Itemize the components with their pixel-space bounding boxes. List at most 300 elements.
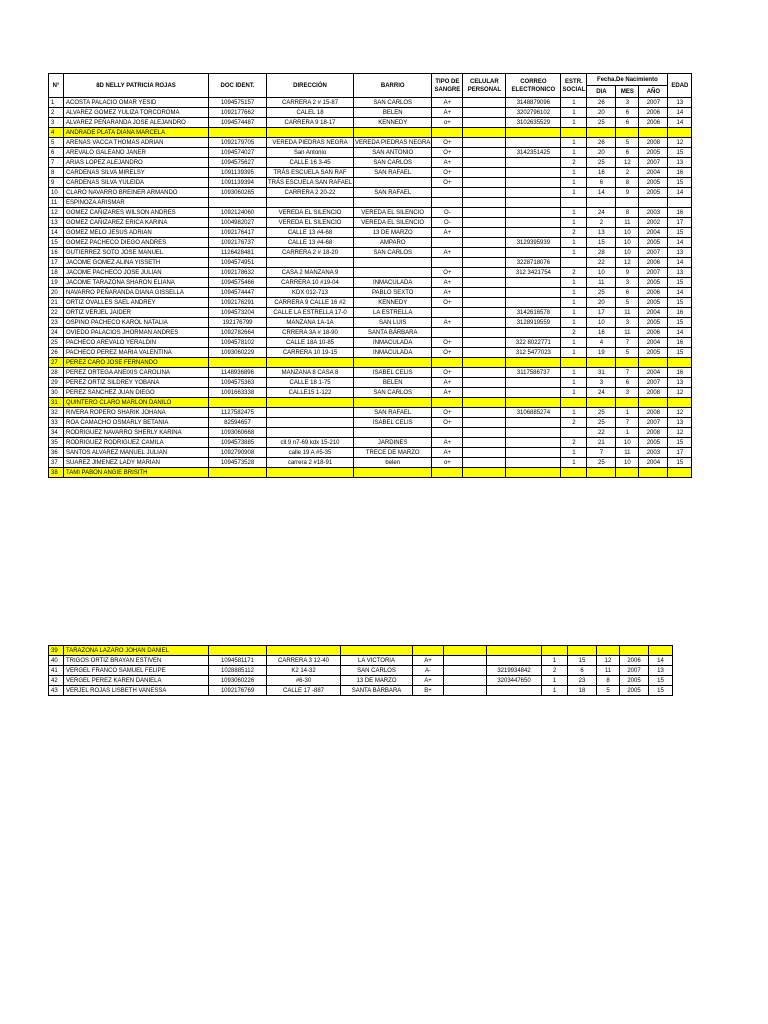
- direccion: CALLE 13 #4-68: [267, 228, 354, 238]
- table-row: [49, 298, 692, 308]
- barrio: SANTA BÁRBARA: [341, 686, 413, 696]
- tipo-sangre: A+: [432, 378, 463, 388]
- barrio: [354, 128, 432, 138]
- correo: [487, 656, 542, 666]
- doc-ident: 1148936896: [209, 368, 267, 378]
- correo: [506, 358, 561, 368]
- table-row: [49, 378, 692, 388]
- barrio: SAN CARLOS: [354, 158, 432, 168]
- anio: 2006: [639, 118, 668, 128]
- anio: 2005: [639, 238, 668, 248]
- estr-social: [561, 468, 587, 478]
- doc-ident: 1127582475: [209, 408, 267, 418]
- estr-social: [561, 128, 587, 138]
- edad: 16: [668, 208, 692, 218]
- tipo-sangre: A+: [413, 656, 444, 666]
- table-row: [49, 98, 692, 108]
- direccion: TRÁS ESCUELA SAN RAF: [267, 168, 354, 178]
- student-name: PEREZ ORTEGA ANEIXIS CAROLINA: [64, 368, 209, 378]
- estr-social: 1: [561, 308, 587, 318]
- mes: [597, 646, 620, 656]
- anio: 2006: [639, 108, 668, 118]
- table-row: [49, 666, 673, 676]
- doc-ident: 1094574487: [209, 118, 267, 128]
- anio: 2008: [639, 388, 668, 398]
- correo: 3228718076: [506, 258, 561, 268]
- row-num: 22: [49, 308, 64, 318]
- table-row: [49, 656, 673, 666]
- anio: [639, 468, 668, 478]
- student-name: TARAZONA LAZARO JOHAN DANIEL: [64, 646, 209, 656]
- anio: 2008: [639, 408, 668, 418]
- anio: 2007: [639, 98, 668, 108]
- dia: 25: [587, 158, 616, 168]
- estr-social: 1: [561, 238, 587, 248]
- dia: 11: [587, 278, 616, 288]
- estr-social: [561, 398, 587, 408]
- correo: [506, 208, 561, 218]
- row-num: 5: [49, 138, 64, 148]
- celular: [463, 418, 506, 428]
- barrio: SAN RAFAEL: [354, 168, 432, 178]
- celular: [444, 646, 487, 656]
- dia: 10: [587, 318, 616, 328]
- mes: 8: [616, 178, 639, 188]
- student-name: ROA CAMACHO OSMARLY BETANIA: [64, 418, 209, 428]
- barrio: 13 DE MARZO: [354, 228, 432, 238]
- row-num: 42: [49, 676, 64, 686]
- doc-ident: 1126428481: [209, 248, 267, 258]
- student-name: GOMEZ PACHECO DIEGO ANDRES: [64, 238, 209, 248]
- celular: [463, 268, 506, 278]
- mes: 10: [616, 238, 639, 248]
- header-edad: EDAD: [668, 74, 692, 98]
- row-num: 18: [49, 268, 64, 278]
- doc-ident: 1094575466: [209, 278, 267, 288]
- header-correo: CORREO ELECTRONICO: [506, 74, 561, 98]
- student-name: ORTIZ VERJEL JAIDER: [64, 308, 209, 318]
- table-row: [49, 368, 692, 378]
- anio: 2005: [639, 148, 668, 158]
- table-row: [49, 288, 692, 298]
- edad: 14: [668, 118, 692, 128]
- mes: 1: [616, 428, 639, 438]
- row-num: 9: [49, 178, 64, 188]
- mes: 10: [616, 438, 639, 448]
- tipo-sangre: O+: [432, 338, 463, 348]
- anio: 2006: [639, 328, 668, 338]
- barrio: VEREDA PIEDRAS NEGRA: [355, 139, 431, 146]
- mes: 3: [616, 388, 639, 398]
- direccion: CARRERA 9 CALLE 16 #2: [267, 298, 354, 308]
- correo: [506, 468, 561, 478]
- mes: 11: [616, 448, 639, 458]
- table-row: [49, 128, 692, 138]
- anio: [639, 198, 668, 208]
- estr-social: 1: [561, 278, 587, 288]
- barrio: SAN RAFAEL: [354, 188, 432, 198]
- row-num: 7: [49, 158, 64, 168]
- mes: [616, 128, 639, 138]
- anio: 2007: [620, 666, 649, 676]
- correo: [506, 458, 561, 468]
- student-name: TRIGOS ORTIZ BRAYAN ESTIVEN: [64, 656, 209, 666]
- barrio: [354, 178, 432, 188]
- tipo-sangre: [432, 188, 463, 198]
- mes: 11: [616, 218, 639, 228]
- row-num: 33: [49, 418, 64, 428]
- dia: 6: [568, 666, 597, 676]
- edad: [668, 198, 692, 208]
- celular: [463, 118, 506, 128]
- celular: [463, 468, 506, 478]
- estr-social: 1: [561, 208, 587, 218]
- barrio: [354, 258, 432, 268]
- dia: 20: [587, 108, 616, 118]
- student-name: CLARO NAVARRO BREINER ARMANDO: [64, 188, 209, 198]
- barrio: LA ESTRELLA: [354, 308, 432, 318]
- correo: 3219934842: [487, 666, 542, 676]
- table-row: [49, 348, 692, 358]
- mes: 5: [616, 348, 639, 358]
- anio: [620, 646, 649, 656]
- header-fecha: Fecha.De Nacimiento: [587, 74, 668, 86]
- direccion: CARRERA 9 18-17: [267, 118, 354, 128]
- student-name: ESPINOZA ARISMAR: [64, 198, 209, 208]
- table-row: [49, 208, 692, 218]
- dia: 31: [587, 368, 616, 378]
- mes: 8: [597, 676, 620, 686]
- estr-social: 1: [561, 178, 587, 188]
- edad: 12: [668, 408, 692, 418]
- anio: 2005: [639, 318, 668, 328]
- barrio: BELEN: [354, 378, 432, 388]
- doc-ident: 1092177662: [209, 108, 267, 118]
- doc-ident: 192176799: [209, 318, 267, 328]
- row-num: 26: [49, 348, 64, 358]
- table-row: [49, 148, 692, 158]
- direccion: [267, 408, 354, 418]
- anio: 2005: [639, 178, 668, 188]
- mes: 11: [616, 308, 639, 318]
- dia: 23: [568, 676, 597, 686]
- correo: [506, 168, 561, 178]
- row-num: 19: [49, 278, 64, 288]
- mes: 6: [616, 118, 639, 128]
- tipo-sangre: A+: [432, 388, 463, 398]
- barrio: SAN CARLOS: [354, 388, 432, 398]
- table-row: [49, 686, 673, 696]
- direccion: [267, 198, 354, 208]
- edad: [668, 468, 692, 478]
- anio: 2004: [639, 338, 668, 348]
- anio: [639, 398, 668, 408]
- edad: 14: [668, 258, 692, 268]
- dia: 25: [587, 288, 616, 298]
- direccion: CARRERA 2 # 18-20: [267, 248, 354, 258]
- student-name: CARDENAS SILVA YULEIDA: [64, 178, 209, 188]
- table-row: [49, 438, 692, 448]
- edad: 16: [668, 168, 692, 178]
- estr-social: 1: [561, 388, 587, 398]
- row-num: 30: [49, 388, 64, 398]
- dia: 20: [587, 298, 616, 308]
- edad: 12: [668, 428, 692, 438]
- doc-ident: 1028885112: [209, 666, 267, 676]
- direccion: CARRERA 10 #19-04: [267, 278, 354, 288]
- barrio: LA VICTORIA: [341, 656, 413, 666]
- header-celular: CELULAR PERSONAL: [463, 74, 506, 98]
- student-name: NAVARRO PEÑARANDA DIANA GISSELLA: [64, 288, 209, 298]
- doc-ident: [209, 198, 267, 208]
- mes: 6: [616, 108, 639, 118]
- edad: 15: [649, 676, 673, 686]
- direccion: [267, 358, 354, 368]
- dia: 7: [587, 448, 616, 458]
- estr-social: 1: [542, 686, 568, 696]
- tipo-sangre: A+: [432, 228, 463, 238]
- tipo-sangre: [432, 238, 463, 248]
- correo: 3129395939: [506, 238, 561, 248]
- tipo-sangre: B+: [413, 686, 444, 696]
- table-row: [49, 258, 692, 268]
- tipo-sangre: [432, 328, 463, 338]
- tipo-sangre: O-: [432, 218, 463, 228]
- celular: [463, 328, 506, 338]
- doc-ident: 1094575363: [209, 378, 267, 388]
- correo: [506, 198, 561, 208]
- dia: 4: [587, 338, 616, 348]
- celular: [463, 238, 506, 248]
- doc-ident: 1093060265: [209, 188, 267, 198]
- row-num: 25: [49, 338, 64, 348]
- doc-ident: [209, 398, 267, 408]
- doc-ident: 1092790908: [209, 448, 267, 458]
- header-doc: DOC IDENT.: [209, 74, 267, 98]
- anio: [639, 128, 668, 138]
- anio: 2004: [639, 458, 668, 468]
- doc-ident: [209, 128, 267, 138]
- table-row: [49, 198, 692, 208]
- barrio: 13 DE MARZO: [341, 676, 413, 686]
- doc-ident: 1094578102: [209, 338, 267, 348]
- dia: [587, 468, 616, 478]
- doc-ident: 1094575157: [209, 98, 267, 108]
- mes: 7: [616, 368, 639, 378]
- estr-social: 1: [561, 408, 587, 418]
- direccion: [267, 468, 354, 478]
- celular: [463, 168, 506, 178]
- direccion: TRÁS ESCUELA SAN RAFAEL: [268, 179, 353, 186]
- barrio: VEREDA EL SILENCIO: [354, 218, 432, 228]
- celular: [463, 448, 506, 458]
- estr-social: 1: [561, 338, 587, 348]
- edad: 14: [649, 656, 673, 666]
- student-name: PACHECO AREVALO YERALDIN: [64, 338, 209, 348]
- barrio: [354, 398, 432, 408]
- dia: [587, 398, 616, 408]
- celular: [463, 248, 506, 258]
- tipo-sangre: [432, 258, 463, 268]
- mes: 10: [616, 248, 639, 258]
- celular: [463, 368, 506, 378]
- edad: [668, 398, 692, 408]
- student-name: VERGEL PEREZ KAREN DANIELA: [64, 676, 209, 686]
- celular: [463, 138, 506, 148]
- barrio: [341, 646, 413, 656]
- student-name: OSPINO PACHECO KAROL NATALIA: [64, 318, 209, 328]
- anio: 2004: [639, 308, 668, 318]
- estr-social: 1: [561, 368, 587, 378]
- student-name: VERJEL ROJAS LISBETH VANESSA: [64, 686, 209, 696]
- doc-ident: 1093060226: [209, 676, 267, 686]
- row-num: 1: [49, 98, 64, 108]
- anio: 2006: [639, 258, 668, 268]
- tipo-sangre: O+: [432, 268, 463, 278]
- table-row: [49, 418, 692, 428]
- estr-social: 1: [542, 676, 568, 686]
- estr-social: 1: [561, 248, 587, 258]
- direccion: CALEL 18: [267, 108, 354, 118]
- barrio: JARDINES: [354, 438, 432, 448]
- barrio: SAN CARLOS: [354, 248, 432, 258]
- table-row: [49, 408, 692, 418]
- estr-social: 1: [561, 108, 587, 118]
- table-row: [49, 178, 692, 188]
- mes: 3: [616, 98, 639, 108]
- dia: 24: [587, 388, 616, 398]
- doc-ident: 1091139394: [209, 178, 267, 188]
- celular: [444, 676, 487, 686]
- celular: [463, 258, 506, 268]
- student-name: ORTIZ OVALLES SAEL ANDREY: [64, 298, 209, 308]
- estr-social: 1: [561, 148, 587, 158]
- direccion: VEREDA EL SILENCIO: [267, 208, 354, 218]
- edad: 15: [668, 228, 692, 238]
- direccion: CALLE LA ESTRELLA 17-0: [267, 308, 354, 318]
- mes: [616, 198, 639, 208]
- table-row: [49, 468, 692, 478]
- correo: [506, 158, 561, 168]
- celular: [463, 298, 506, 308]
- barrio: [354, 268, 432, 278]
- tipo-sangre: O+: [432, 298, 463, 308]
- table-row: [49, 168, 692, 178]
- table-row: [49, 458, 692, 468]
- tipo-sangre: [432, 358, 463, 368]
- mes: 5: [616, 138, 639, 148]
- estr-social: [561, 198, 587, 208]
- correo: 3142351425: [506, 148, 561, 158]
- student-name: GUTIERREZ SOTO JOSE MANUEL: [64, 248, 209, 258]
- row-num: 16: [49, 248, 64, 258]
- estr-social: 2: [542, 666, 568, 676]
- estr-social: 2: [561, 328, 587, 338]
- student-name: AREVALO GALEANO JANER: [64, 148, 209, 158]
- celular: [444, 686, 487, 696]
- header-direccion: DIRECCIÓN: [267, 74, 354, 98]
- celular: [463, 408, 506, 418]
- mes: 11: [597, 666, 620, 676]
- doc-ident: 1094575627: [209, 158, 267, 168]
- dia: 25: [587, 118, 616, 128]
- edad: 12: [668, 138, 692, 148]
- barrio: [354, 428, 432, 438]
- row-num: 8: [49, 168, 64, 178]
- dia: [587, 128, 616, 138]
- mes: 1: [616, 408, 639, 418]
- tipo-sangre: A+: [432, 108, 463, 118]
- barrio: VEREDA EL SILENCIO: [354, 208, 432, 218]
- barrio: TRECE DE MARZO: [354, 448, 432, 458]
- edad: 16: [668, 368, 692, 378]
- correo: [506, 218, 561, 228]
- doc-ident: 1094574447: [209, 288, 267, 298]
- edad: 15: [668, 178, 692, 188]
- row-num: 20: [49, 288, 64, 298]
- doc-ident: 1091139395: [209, 168, 267, 178]
- direccion: CARRERA 10 19-15: [267, 348, 354, 358]
- estr-social: 2: [561, 418, 587, 428]
- table-row: [49, 138, 692, 148]
- tipo-sangre: A+: [413, 676, 444, 686]
- estr-social: 1: [561, 458, 587, 468]
- edad: 16: [668, 338, 692, 348]
- doc-ident: 1091663338: [209, 388, 267, 398]
- tipo-sangre: A+: [432, 448, 463, 458]
- mes: [616, 468, 639, 478]
- barrio: KENNEDY: [354, 118, 432, 128]
- tipo-sangre: O+: [432, 178, 463, 188]
- header-anio: AÑO: [639, 86, 668, 98]
- correo: 3148879096: [506, 98, 561, 108]
- anio: 2007: [639, 158, 668, 168]
- anio: 2003: [639, 448, 668, 458]
- anio: 2008: [639, 138, 668, 148]
- anio: 2004: [639, 228, 668, 238]
- table-row: [49, 118, 692, 128]
- edad: 13: [668, 248, 692, 258]
- doc-ident: 1092176291: [209, 298, 267, 308]
- edad: 15: [668, 348, 692, 358]
- dia: 21: [587, 438, 616, 448]
- mes: 3: [616, 318, 639, 328]
- correo: [487, 686, 542, 696]
- dia: 14: [587, 188, 616, 198]
- dia: 2: [587, 218, 616, 228]
- edad: 14: [668, 328, 692, 338]
- dia: 17: [587, 308, 616, 318]
- direccion: K2 14-32: [267, 666, 341, 676]
- edad: 15: [668, 458, 692, 468]
- dia: 10: [587, 268, 616, 278]
- edad: 15: [649, 686, 673, 696]
- estr-social: 1: [561, 188, 587, 198]
- correo: [506, 278, 561, 288]
- celular: [463, 218, 506, 228]
- correo: 3117586737: [506, 368, 561, 378]
- table-row: [49, 108, 692, 118]
- direccion: San Antonio: [267, 148, 354, 158]
- mes: 9: [616, 188, 639, 198]
- student-name: SANTOS ALVAREZ MANUEL JULIAN: [64, 448, 209, 458]
- correo: 3202796102: [506, 108, 561, 118]
- doc-ident: 1094574951: [209, 258, 267, 268]
- tipo-sangre: A+: [432, 158, 463, 168]
- anio: 2006: [620, 656, 649, 666]
- direccion: KDX 012-713: [267, 288, 354, 298]
- celular: [463, 428, 506, 438]
